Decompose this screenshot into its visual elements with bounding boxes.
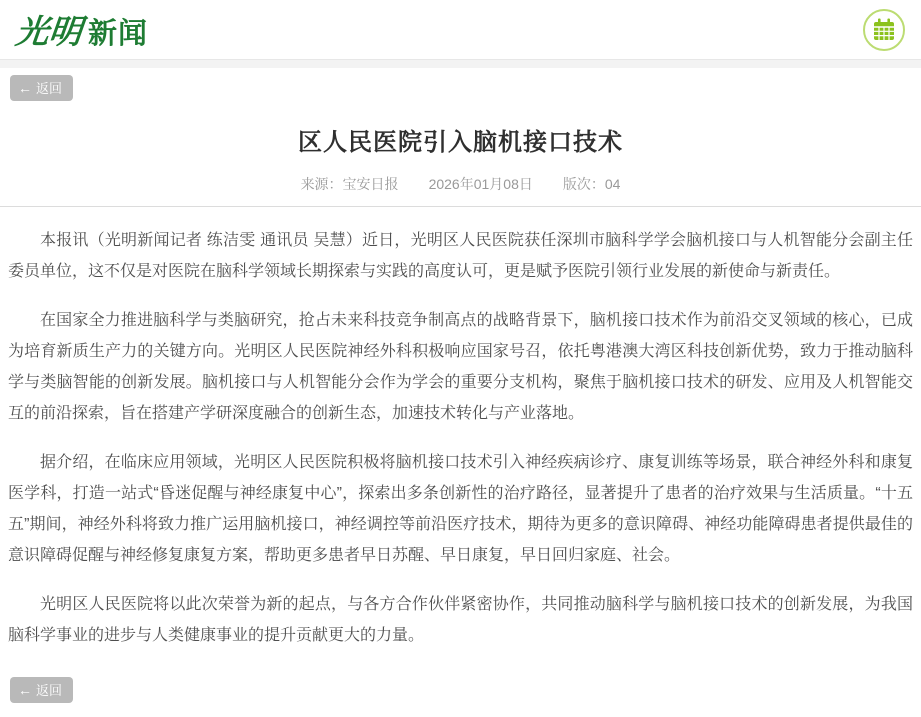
meta-divider [0,206,921,207]
back-arrow-icon: ← [18,681,32,698]
bottom-nav [6,677,915,703]
back-button-top[interactable] [10,75,73,101]
meta-date: 2026年01月08日 [428,176,533,192]
article-meta [6,174,915,194]
calendar-icon [871,17,897,43]
back-button-label: 返回 [36,81,63,96]
meta-source: 来源：宝安日报 [300,176,399,192]
back-arrow-icon: ← [18,79,32,96]
site-logo[interactable] [13,6,149,53]
back-button-label: 返回 [36,683,63,698]
article-paragraph: 据介绍，在临床应用领域，光明区人民医院积极将脑机接口技术引入神经疾病诊疗、康复训练等场景，联合神经外科和康复医学科，打造一站式“昏迷促醒与神经康复中心”，探索出多条创新性的治疗路径，显著提升了患者的治疗效果与生活质量。“十五五”期间，神经外科将致力推广运用脑机接口，神经调控等前沿医疗技术，期待为更多的意识障碍、神经功能障碍患者提供最佳的意识障碍促醒与神经修复康复方案，帮助更多患者早日苏醒、早日康复，早日回归家庭、社会。 [8,454,913,564]
article-card [0,68,921,717]
article-paragraph: 在国家全力推进脑科学与类脑研究，抢占未来科技竞争制高点的战略背景下，脑机接口技术作为前沿交叉领域的核心，已成为培育新质生产力的关键方向。光明区人民医院神经外科积极响应国家号召，依托粤港澳大湾区科技创新优势，致力于推动脑科学与类脑智能的创新发展。脑机接口与人机智能分会作为学会的重要分支机构，聚焦于脑机接口技术的研发、应用及人机智能交互的前沿探索，旨在搭建产学研深度融合的创新生态，加速技术转化与产业落地。 [8,312,913,422]
meta-edition: 版次：04 [562,176,621,192]
logo-bold-text: 新闻 [88,18,149,50]
article-body [6,225,915,651]
article-paragraph: 本报讯（光明新闻记者 练洁雯 通讯员 吴慧）近日，光明区人民医院获任深圳市脑科学学会脑机接口与人机智能分会副主任委员单位，这不仅是对医院在脑科学领域长期探索与实践的高度认可，更是赋予医院引领行业发展的新使命与新责任。 [8,232,913,280]
site-header [0,0,921,60]
back-button-bottom[interactable] [10,677,73,703]
article-title: 区人民医院引入脑机接口技术 [298,129,623,156]
calendar-button[interactable] [863,9,905,51]
article-paragraph: 光明区人民医院将以此次荣誉为新的起点，与各方合作伙伴紧密协作，共同推动脑科学与脑机接口技术的创新发展，为我国脑科学事业的进步与人类健康事业的提升贡献更大的力量。 [8,596,913,644]
logo-script-text: 光明 [13,12,84,51]
